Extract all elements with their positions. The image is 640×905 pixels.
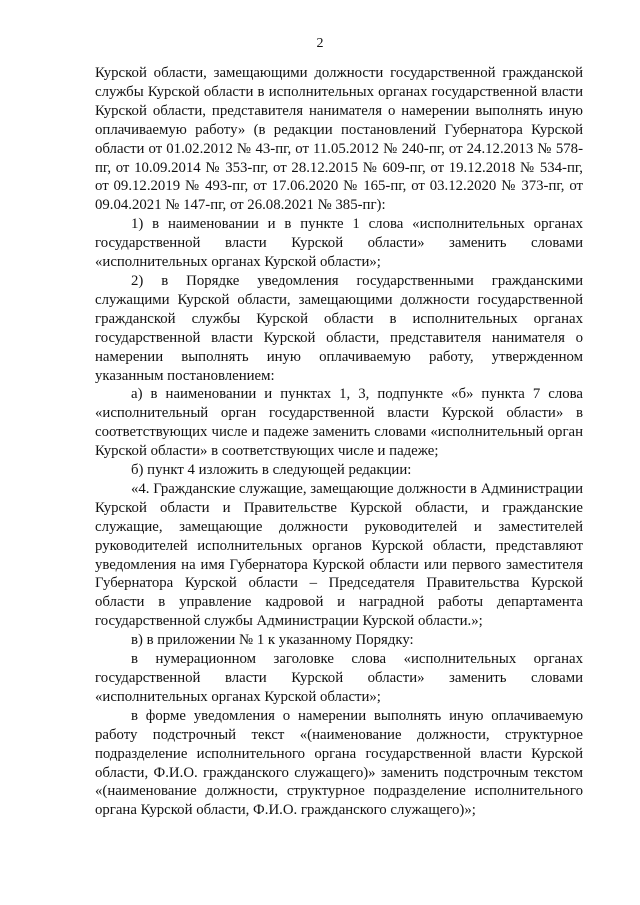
paragraph-item-2: 2) в Порядке уведомления государственными гражданскими служащими Курской области, замещающими должности государственной гражданской службы Курской области в исполнительных органах государственной власти Курской области, представителя нанимателя о намерении выполнять иную оплачиваемую работу, утвержденном указанным постановлением: (95, 272, 583, 384)
paragraph-item-2b: б) пункт 4 изложить в следующей редакции: (131, 462, 412, 479)
paragraph-item-2a: а) в наименовании и пунктах 1, 3, подпункте «б» пункта 7 слова «исполнительный орган государственной власти Курской области» в соответствующих числе и падеже заменить словами «исполнительный орган Курской области» в соответствующих числе и падеже; (95, 386, 583, 460)
paragraph-item-1: 1) в наименовании и в пункте 1 слова «исполнительных органах государственной власти Курской области» заменить словами «исполнительных органах Курской области»; (95, 216, 583, 271)
document-body (95, 64, 583, 820)
paragraph-item-2v: в) в приложении № 1 к указанному Порядку: (131, 632, 414, 649)
paragraph-notice-form: в форме уведомления о намерении выполнять иную оплачиваемую работу подстрочный текст «(наименование должности, структурное подразделение исполнительного органа государственной власти Курской области, Ф.И.О. гражданского служащего)» заменить подстрочным текстом «(наименование должности, структурное подразделение исполнительного органа Курской области, Ф.И.О. гражданского служащего)»; (95, 707, 583, 819)
paragraph-new-point-4: «4. Гражданские служащие, замещающие должности в Администрации Курской области и Правительстве Курской области, и гражданские служащие, замещающие должности руководителей и заместителей руководителей исполнительных органов Курской области, представляют уведомления на имя Губернатора Курской области или первого заместителя Губернатора Курской области – Председателя Правительства Курской области в управление кадровой и наградной работы департамента государственной службы Администрации Курской области.»; (95, 480, 583, 630)
paragraph-continuation: Курской области, замещающими должности государственной гражданской службы Курской области в исполнительных органах государственной власти Курской области, представителя нанимателя о намерении выполнять иную оплачиваемую работу» (в редакции постановлений Губернатора Курской области от 01.02.2012 № 43-пг, от 11.05.2012 № 240-пг, от 24.12.2013 № 578-пг, от 10.09.2014 № 353-пг, от 28.12.2015 № 609-пг, от 19.12.2018 № 534-пг, от 09.12.2019 № 493-пг, от 17.06.2020 № 165-пг, от 03.12.2020 № 373-пг, от 09.04.2021 № 147-пг, от 26.08.2021 № 385-пг): (95, 65, 583, 214)
paragraph-numbering-heading: в нумерационном заголовке слова «исполнительных органах государственной власти Курской области» заменить словами «исполнительных органах Курской области»; (95, 651, 583, 705)
page-number: 2 (316, 36, 324, 51)
